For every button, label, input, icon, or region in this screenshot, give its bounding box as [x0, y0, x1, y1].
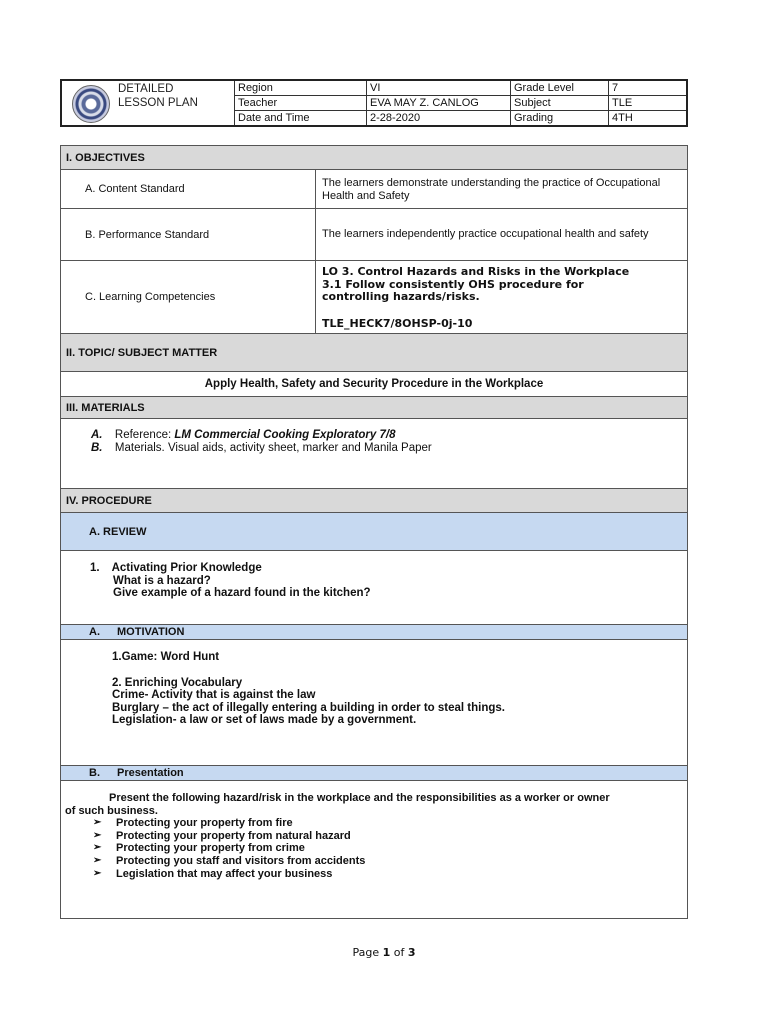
motivation-title: MOTIVATION [117, 626, 185, 638]
presentation-item: ➢ Protecting your property from crime [93, 842, 683, 855]
presentation-item: ➢ Protecting your property from natural hazard [93, 830, 683, 843]
content-standard-label: A. Content Standard [61, 170, 316, 209]
performance-standard-label: B. Performance Standard [61, 209, 316, 261]
review-question-2: Give example of a hazard found in the kitchen? [113, 587, 371, 600]
motivation-heading [61, 625, 688, 640]
learning-competencies-value [316, 261, 688, 334]
topic-title: Apply Health, Safety and Security Procedure in the Workplace [61, 372, 688, 397]
vocab-legislation: Legislation- a law or set of laws made by a government. [112, 714, 417, 727]
title-line-2: LESSON PLAN [118, 97, 198, 109]
motivation-marker: A. [89, 626, 100, 638]
vocab-burglary: Burglary – the act of illegally entering a building in order to steal things. [112, 701, 505, 714]
review-question-1: What is a hazard? [113, 574, 211, 587]
competency-detail: 3.1 Follow consistently OHS procedure for controlling hazards/risks. [322, 277, 584, 303]
topic-heading: II. TOPIC/ SUBJECT MATTER [61, 334, 688, 372]
presentation-intro-line1: Present the following hazard/risk in the workplace and the responsibilities as a worker or owner [109, 792, 610, 804]
grading-label: Grading [511, 111, 609, 127]
grading-value: 4TH [609, 111, 688, 127]
review-item-number: 1. [90, 562, 100, 574]
motivation-vocabulary: 2. Enriching Vocabulary [112, 676, 243, 689]
region-label: Region [235, 80, 367, 96]
date-time-label: Date and Time [235, 111, 367, 127]
materials-a-prefix: Reference: [114, 429, 175, 441]
grade-level-label: Grade Level [511, 80, 609, 96]
materials-item-a [91, 429, 687, 442]
teacher-value: EVA MAY Z. CANLOG [367, 96, 511, 111]
presentation-marker: B. [89, 767, 100, 779]
subject-label: Subject [511, 96, 609, 111]
presentation-item: ➢ Protecting you staff and visitors from accidents [93, 855, 683, 868]
presentation-heading [61, 766, 688, 781]
title-line-1: DETAILED [118, 83, 174, 95]
lesson-table [60, 145, 688, 919]
teacher-label: Teacher [235, 96, 367, 111]
deped-seal-icon [72, 85, 110, 123]
motivation-game: 1.Game: Word Hunt [112, 651, 220, 663]
presentation-intro-line2: of such business. [65, 804, 158, 817]
presentation-title: Presentation [117, 767, 184, 779]
presentation-item: ➢ Protecting your property from fire [93, 817, 683, 830]
grade-level-value: 7 [609, 80, 688, 96]
motivation-body [61, 640, 688, 766]
document-title [118, 82, 198, 110]
materials-b-text: Materials. Visual aids, activity sheet, marker and Manila Paper [114, 442, 432, 454]
region-value: VI [367, 80, 511, 96]
materials-item-b [91, 442, 687, 455]
materials-a-marker: A. [91, 429, 103, 441]
procedure-heading: IV. PROCEDURE [61, 489, 688, 513]
review-body [61, 551, 688, 625]
materials-body [61, 419, 688, 489]
competency-code: TLE_HECK7/8OHSP-0j-10 [322, 316, 473, 330]
header-table [60, 79, 688, 127]
competency-lo: LO 3. Control Hazards and Risks in the Workplace [322, 265, 630, 278]
presentation-item: ➢ Legislation that may affect your business [93, 868, 683, 881]
presentation-body [61, 781, 688, 919]
header-logo-cell [61, 80, 235, 126]
page-total: 3 [407, 946, 416, 959]
performance-standard-value: The learners independently practice occupational health and safety [316, 209, 688, 261]
materials-b-marker: B. [91, 442, 103, 454]
page-of: of [390, 946, 408, 959]
review-heading: A. REVIEW [61, 513, 688, 551]
subject-value: TLE [609, 96, 688, 111]
date-time-value: 2-28-2020 [367, 111, 511, 127]
page-number: 1 [382, 946, 391, 959]
page-prefix: Page [352, 946, 383, 959]
review-item-title: Activating Prior Knowledge [111, 562, 262, 574]
learning-competencies-label: C. Learning Competencies [61, 261, 316, 334]
content-standard-value: The learners demonstrate understanding the practice of Occupational Health and Safety [316, 170, 688, 209]
page-footer [0, 946, 768, 959]
objectives-heading: I. OBJECTIVES [61, 146, 688, 170]
review-item [90, 562, 687, 575]
materials-heading: III. MATERIALS [61, 397, 688, 419]
materials-a-reference: LM Commercial Cooking Exploratory 7/8 [174, 429, 396, 441]
vocab-crime: Crime- Activity that is against the law [112, 689, 316, 702]
presentation-list [65, 817, 683, 880]
